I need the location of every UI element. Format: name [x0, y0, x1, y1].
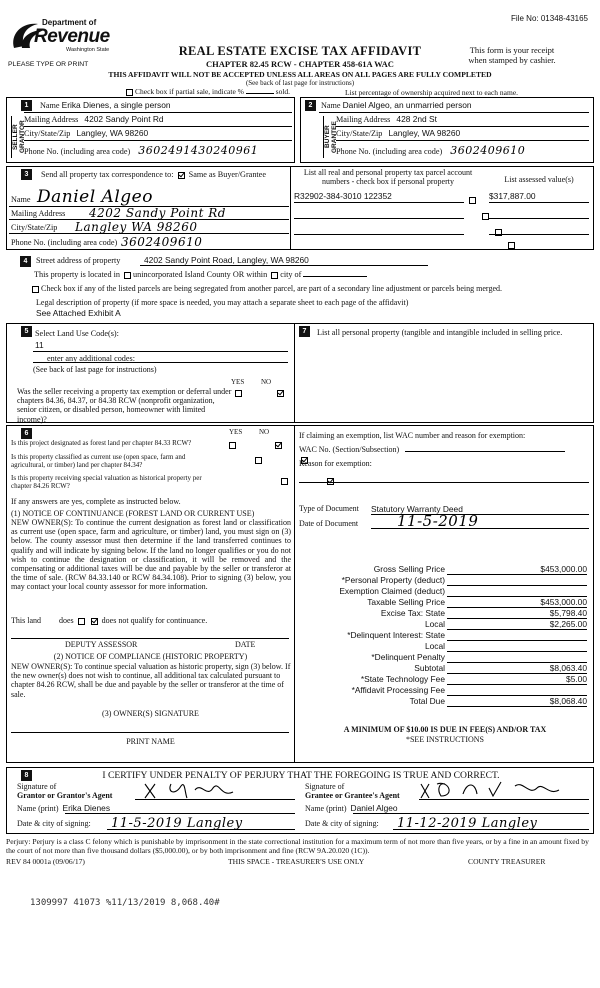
located-row: This property is located in unincorporated Island County OR within city of	[34, 270, 367, 279]
city-checkbox[interactable]	[271, 272, 278, 279]
no-header-5: NO	[261, 378, 272, 386]
calc-row: Total Due $8,068.40	[409, 696, 587, 706]
county-treasurer: COUNTY TREASURER	[468, 857, 546, 866]
calc-row: Gross Selling Price $453,000.00	[373, 564, 587, 574]
grantor-signature-icon	[141, 780, 291, 800]
form-revision: REV 84 0001a (09/06/17)	[6, 857, 85, 866]
calc-row: *Personal Property (deduct)	[303, 575, 591, 586]
form-subtitle: CHAPTER 82.45 RCW - CHAPTER 458-61A WAC	[206, 59, 394, 69]
grantor-date[interactable]: 11-5-2019 Langley	[111, 816, 243, 831]
file-number: File No: 01348-43165	[511, 14, 588, 23]
grantor-date-label: Date & city of signing:	[17, 819, 91, 828]
owner-signature-line[interactable]	[11, 732, 289, 733]
date-label: DATE	[235, 640, 256, 649]
buyer-box	[300, 97, 594, 163]
buyer-name-row: Name Daniel Algeo, an unmarried person	[319, 100, 589, 113]
does-not-checkbox[interactable]	[91, 618, 98, 625]
parcel-2-checkbox[interactable]	[482, 213, 489, 220]
buyer-city[interactable]: Langley, WA 98260	[388, 128, 461, 138]
corr-phone-row: Phone No. (including area code) 3602409610	[11, 235, 203, 249]
calc-row: *State Technology Fee $5.00	[360, 674, 587, 684]
property-section	[6, 252, 594, 324]
calc-row: Taxable Selling Price $453,000.00	[367, 597, 587, 607]
exempt-yes-checkbox[interactable]	[235, 390, 242, 397]
parcel-header: List all real and personal property tax parcel account numbers - check box if personal property	[303, 168, 473, 186]
historic-question: Is this property receiving special valuation as historical property per chapter 84.26 RCW?	[11, 474, 202, 490]
forest-no-checkbox[interactable]	[275, 442, 282, 449]
no-header-6: NO	[259, 428, 270, 436]
seller-name-row: Name Erika Dienes, a single person	[24, 100, 292, 113]
exemption-question: Was the seller receiving a property tax exemption or deferral under chapters 84.36, 84.37, or 84.38 RCW (nonprofit organization, senior citizen, or disabled person, homeowner with limited income)?	[17, 387, 232, 424]
section-4-number: 4	[20, 256, 31, 267]
wac-row: WAC No. (Section/Subsection)	[299, 445, 565, 454]
deputy-assessor-label: DEPUTY ASSESSOR	[65, 640, 138, 649]
land-use-label: Select Land Use Code(s):	[35, 329, 119, 338]
exemption-label: If claiming an exemption, list WAC number and reason for exemption:	[299, 431, 526, 440]
cashier-stamp: 1309997 41073 %11/13/2019 8,068.40#	[30, 898, 220, 908]
buyer-vert-label: BUYER GRANTEE	[323, 116, 332, 158]
parcel-row-2[interactable]	[294, 207, 464, 219]
calc-row: Local $2,265.00	[424, 619, 587, 629]
assessed-header: List assessed value(s)	[504, 175, 574, 184]
forest-yes-checkbox[interactable]	[229, 442, 236, 449]
reason-row: Reason for exemption:	[299, 459, 372, 468]
partial-sale: Check box if partial sale, indicate % sold.	[124, 87, 290, 96]
corr-name[interactable]: Daniel Algeo	[37, 187, 153, 207]
calc-row: *Affidavit Processing Fee	[303, 685, 591, 696]
calc-row: Excise Tax: State $5,798.40	[380, 608, 587, 618]
buyer-city-row: City/State/Zip Langley, WA 98260	[336, 128, 589, 141]
unincorporated-checkbox[interactable]	[124, 272, 131, 279]
street-address[interactable]: 4202 Sandy Point Road, Langley, WA 98260	[144, 255, 309, 265]
grantor-name-row: Name (print) Erika Dienes	[17, 803, 111, 813]
doc-type-row: Type of Document	[299, 504, 359, 513]
doc-date-row: Date of Document	[299, 519, 359, 528]
list-percentage: List percentage of ownership acquired next to each name.	[345, 88, 519, 97]
seller-phone-row: Phone No. (including area code) 3602491430240961	[24, 144, 259, 157]
yes-header-5: YES	[231, 378, 245, 386]
seller-phone[interactable]: 3602491430240961	[138, 144, 259, 157]
seller-city[interactable]: Langley, WA 98260	[76, 128, 149, 138]
certification-box	[6, 767, 594, 834]
grantee-signature-label: Signature of Grantee or Grantee's Agent	[305, 782, 400, 800]
corr-city[interactable]: Langley WA 98260	[75, 220, 198, 234]
legal-description-label: Legal description of property (if more space is needed, you may attach a separate sheet to each page of the affidavit)	[36, 298, 409, 307]
section-3-number: 3	[21, 169, 32, 180]
tax-calculation	[303, 564, 591, 707]
corr-name-row: Name Daniel Algeo	[9, 185, 289, 207]
designation-box	[6, 425, 594, 763]
correspondence-box	[6, 166, 594, 250]
notice-1-title: (1) NOTICE OF CONTINUANCE (FOREST LAND OR CURRENT USE)	[11, 509, 255, 518]
calc-row: *Delinquent Penalty	[303, 652, 591, 663]
assessed-row-1	[489, 191, 589, 203]
street-row: Street address of property	[36, 256, 121, 265]
land-use-see-back: (See back of last page for instructions)	[33, 365, 157, 374]
form-title: REAL ESTATE EXCISE TAX AFFIDAVIT	[178, 44, 422, 58]
grantee-date[interactable]: 11-12-2019 Langley	[397, 816, 538, 831]
doc-date-line	[371, 512, 589, 530]
perjury-notice: Perjury: Perjury is a class C felony which is punishable by imprisonment in the state correctional institution for a maximum term of not more than five years, or by a fine in an amount fixed by the court of not more than five thousand dollars ($5,000.00), or by both imprisonment and fine (RCW 9A.20.020 (1C)).	[6, 837, 589, 855]
parcel-row-3[interactable]	[294, 223, 464, 235]
current-use-yes-checkbox[interactable]	[255, 457, 262, 464]
grantee-signature-line[interactable]	[419, 784, 589, 800]
grantee-date-line	[393, 815, 589, 830]
land-use-code[interactable]: 11	[35, 340, 44, 350]
buyer-mail[interactable]: 428 2nd St	[396, 114, 437, 124]
revenue-logo: Department of Revenue Washington State	[8, 16, 120, 64]
grantor-printed-name[interactable]: Erika Dienes	[62, 803, 111, 813]
assessed-row-2[interactable]	[489, 207, 589, 219]
notice-2-title: (2) NOTICE OF COMPLIANCE (HISTORIC PROPERTY)	[53, 652, 248, 661]
calc-row: *Delinquent Interest: State	[303, 630, 591, 641]
yes-header-6: YES	[229, 428, 243, 436]
corr-mail-row: Mailing Address 4202 Sandy Point Rd	[9, 207, 289, 220]
same-as-buyer-checkbox[interactable]	[178, 172, 185, 179]
buyer-name[interactable]: Daniel Algeo, an unmarried person	[342, 100, 472, 110]
section-7-number: 7	[299, 326, 310, 337]
doc-date[interactable]: 11-5-2019	[397, 512, 479, 530]
certify-statement: I CERTIFY UNDER PENALTY OF PERJURY THAT THE FOREGOING IS TRUE AND CORRECT.	[102, 770, 500, 781]
receipt-note: This form is your receipt when stamped by cashier.	[468, 45, 556, 65]
send-correspondence: Send all property tax correspondence to: Same as Buyer/Grantee	[41, 170, 266, 179]
doc-type[interactable]: Statutory Warranty Deed	[371, 504, 463, 514]
corr-city-row: City/State/Zip Langley WA 98260	[9, 220, 289, 234]
see-instructions: *SEE INSTRUCTIONS	[405, 735, 484, 744]
print-name-label: PRINT NAME	[126, 737, 175, 746]
calc-row: Subtotal $8,063.40	[414, 663, 587, 673]
continuance-row: This land does does not qualify for continuance.	[11, 616, 208, 625]
seller-name[interactable]: Erika Dienes, a single person	[61, 100, 171, 110]
grantee-printed-name[interactable]: Daniel Algeo	[350, 803, 398, 813]
owner-signature-label: (3) OWNER(S) SIGNATURE	[102, 709, 199, 718]
buyer-phone[interactable]: 3602409610	[450, 144, 526, 157]
forest-question: Is this project designated as forest land per chapter 84.33 RCW?	[11, 439, 192, 447]
section-8-number: 8	[21, 770, 32, 781]
does-checkbox[interactable]	[78, 618, 85, 625]
current-use-question: Is this property classified as current use (open space, farm and agricultural, or timber) land per chapter 84.34?	[11, 453, 186, 469]
legal-description[interactable]: See Attached Exhibit A	[36, 308, 121, 318]
treasurer-space: THIS SPACE - TREASURER'S USE ONLY	[228, 857, 365, 866]
section-1-number: 1	[21, 100, 32, 111]
land-use-box	[6, 323, 594, 423]
parcel-4-checkbox[interactable]	[508, 242, 515, 249]
seller-box	[6, 97, 295, 163]
land-use-line	[33, 340, 288, 352]
grantor-signature-line[interactable]	[135, 784, 295, 800]
deputy-line[interactable]	[11, 638, 289, 639]
notice-2-text: NEW OWNER(S): To continue special valuation as historic property, sign (3) below. If the new owner(s) does not wish to continue, all additional tax calculated pursuant to chapter 84.26 RCW, shall be due and payable by the seller or transferor at the time of sale.	[11, 662, 291, 699]
grantor-name-line	[65, 813, 295, 814]
parcel-row-4[interactable]	[294, 237, 464, 249]
parcel-1-checkbox[interactable]	[469, 197, 476, 204]
calc-row: Exemption Claimed (deduct)	[303, 586, 591, 597]
grantor-signature-label: Signature of Grantor or Grantor's Agent	[17, 782, 113, 800]
minimum-due: A MINIMUM OF $10.00 IS DUE IN FEE(S) AND/OR TAX	[343, 725, 547, 734]
assessed-value[interactable]: $317,887.00	[489, 191, 536, 201]
see-back-line: (See back of last page for instructions)	[245, 79, 355, 87]
seller-vert-label: SELLER GRANTOR	[11, 116, 20, 158]
assessed-row-3[interactable]	[489, 223, 589, 235]
corr-phone[interactable]: 3602409610	[121, 235, 203, 249]
segregated-row: Check box if any of the listed parcels are being segregated from another parcel, are part of a secondary line adjustment or parcels being merged.	[30, 284, 590, 293]
grantee-signature-icon	[419, 778, 589, 800]
parcel-number[interactable]: R32902-384-3010 122352	[294, 191, 392, 201]
additional-codes: enter any additional codes:	[47, 354, 135, 363]
section-6-number: 6	[21, 428, 32, 439]
section-5-number: 5	[21, 326, 32, 337]
if-yes-line: If any answers are yes, complete as instructed below.	[11, 497, 181, 506]
grantee-name-line	[353, 813, 589, 814]
street-field-line	[140, 255, 428, 266]
segregated-checkbox[interactable]	[32, 286, 39, 293]
please-type: PLEASE TYPE OR PRINT	[8, 61, 89, 68]
exempt-no-checkbox[interactable]	[277, 390, 284, 397]
buyer-mail-row: Mailing Address 428 2nd St	[336, 114, 589, 127]
grantee-name-row: Name (print) Daniel Algeo	[305, 803, 398, 813]
seller-city-row: City/State/Zip Langley, WA 98260	[24, 128, 292, 141]
reason-line[interactable]	[299, 482, 589, 483]
buyer-phone-row: Phone No. (including area code) 3602409610	[336, 144, 526, 157]
section-2-number: 2	[305, 100, 316, 111]
corr-mail[interactable]: 4202 Sandy Point Rd	[89, 206, 226, 220]
parcel-row-1	[294, 191, 464, 203]
grantee-date-label: Date & city of signing:	[305, 819, 379, 828]
warning-line: THIS AFFIDAVIT WILL NOT BE ACCEPTED UNLESS ALL AREAS ON ALL PAGES ARE FULLY COMPLETED	[108, 70, 492, 79]
calc-row: Local	[303, 641, 591, 652]
additional-codes-line[interactable]	[33, 362, 288, 363]
seller-mail[interactable]: 4202 Sandy Point Rd	[84, 114, 164, 124]
personal-property-label: List all personal property (tangible and intangible included in selling price.	[317, 328, 563, 337]
seller-mail-row: Mailing Address 4202 Sandy Point Rd	[24, 114, 292, 127]
grantor-date-line	[107, 815, 295, 830]
partial-sale-checkbox[interactable]	[126, 89, 133, 96]
historic-yes-checkbox[interactable]	[281, 478, 288, 485]
notice-1-text: NEW OWNER(S): To continue the current designation as forest land or classification as current use (open space, farm and agriculture, or timber) land, you must sign on (3) below. The county assessor must then determine if the land transferred continues to qualify and will indicate by signing below. If the land no longer qualifies or you do not wish to continue the designation or classification, it will be removed and the compensating or additional taxes will be due and payable by the seller or transferor at the time of sale. (RCW 84.33.140 or RCW 84.34.108). Prior to signing (3) below, you may contact your local county assessor for more information.	[11, 518, 291, 592]
